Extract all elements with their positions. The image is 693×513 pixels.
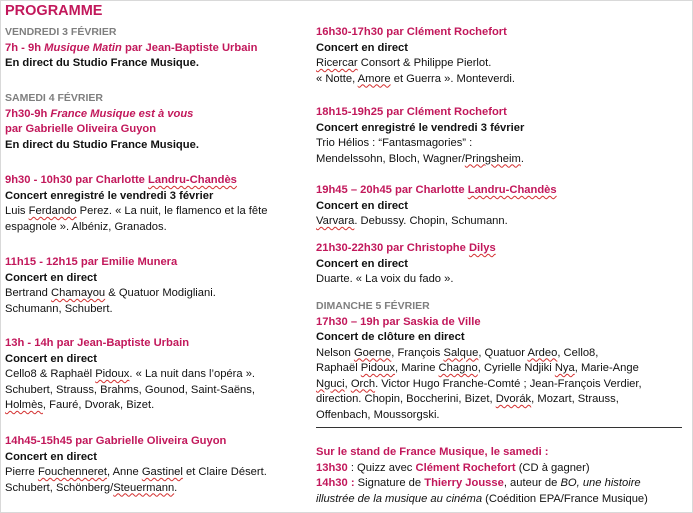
concert-details: Luis Ferdando Perez. « La nuit, le flamenco et la fête xyxy=(5,205,268,217)
slot-heading: 11h15 - 12h15 par Emilie Munera xyxy=(5,256,178,268)
concert-details: Raphaël Pidoux, Marine Chagno, Cyrielle Ndjiki Nya, Marie-Ange xyxy=(316,362,639,374)
day-heading: DIMANCHE 5 FÉVRIER xyxy=(316,300,430,312)
concert-type: Concert en direct xyxy=(5,352,98,365)
slot-heading: 16h30-17h30 par Clément Rochefort xyxy=(316,26,507,38)
concert-details: Varvara. Debussy. Chopin, Schumann. xyxy=(316,215,508,227)
concert-details: Schubert, Strauss, Brahms, Gounod, Saint-Saëns, xyxy=(5,383,255,396)
concert-details: Nguci, Orch. Victor Hugo Franche-Comté ; Jean-François Verdier, xyxy=(316,377,642,390)
slot-heading: 9h30 - 10h30 par Charlotte Landru-Chandès xyxy=(5,174,237,186)
concert-block xyxy=(316,183,690,230)
stand-block xyxy=(316,445,690,507)
slot-note: En direct du Studio France Musique. xyxy=(5,138,199,151)
concert-type: Concert enregistré le vendredi 3 février xyxy=(5,189,214,202)
concert-details: Duarte. « La voix du fado ». xyxy=(316,273,454,285)
sunday-block xyxy=(316,299,690,432)
concert-block xyxy=(5,336,305,414)
friday-block xyxy=(5,25,305,72)
stand-quiz: 13h30 : Quizz avec Clément Rochefort (CD à gagner) xyxy=(316,461,590,474)
stand-signing-cont: illustrée de la musique au cinéma (Coédition EPA/France Musique) xyxy=(316,492,648,505)
concert-type: Concert enregistré le vendredi 3 février xyxy=(316,121,525,134)
concert-block xyxy=(316,241,690,288)
concert-details: Schubert, Schönberg/Steuermann. xyxy=(5,481,178,494)
concert-type: Concert en direct xyxy=(316,199,409,212)
concert-block xyxy=(316,105,690,167)
concert-details: Schumann, Schubert. xyxy=(5,302,113,315)
slot-heading: 19h45 – 20h45 par Charlotte Landru-Chandès xyxy=(316,184,557,196)
concert-details: Trio Hélios : “Fantasmagories” : xyxy=(316,137,473,149)
saturday-block xyxy=(5,91,305,153)
concert-block xyxy=(5,434,305,496)
stand-title: Sur le stand de France Musique, le samedi : xyxy=(316,446,549,458)
slot-heading: 17h30 – 19h par Saskia de Ville xyxy=(316,315,481,328)
concert-details: Holmès, Fauré, Dvorak, Bizet. xyxy=(5,399,155,411)
concert-block xyxy=(5,173,305,235)
concert-details: Ricercar Consort & Philippe Pierlot. xyxy=(316,57,492,69)
concert-details: Offenbach, Moussorgski. xyxy=(316,408,440,421)
stand-signing: 14h30 : Signature de Thierry Jousse, auteur de BO, une histoire xyxy=(316,477,641,489)
slot-host: par Gabrielle Oliveira Guyon xyxy=(5,123,157,135)
concert-type: Concert en direct xyxy=(5,271,98,284)
concert-type: Concert de clôture en direct xyxy=(316,331,465,343)
concert-type: Concert en direct xyxy=(316,41,409,54)
day-heading: SAMEDI 4 FÉVRIER xyxy=(5,92,104,104)
slot-heading: 13h - 14h par Jean-Baptiste Urbain xyxy=(5,337,190,349)
day-heading: VENDREDI 3 FÉVRIER xyxy=(5,26,117,38)
slot-heading: 14h45-15h45 par Gabrielle Oliveira Guyon xyxy=(5,435,227,447)
concert-type: Concert en direct xyxy=(5,450,98,463)
slot-heading: 18h15-19h25 par Clément Rochefort xyxy=(316,106,507,118)
concert-details: espagnole ». Albéniz, Granados. xyxy=(5,220,167,233)
concert-details: Cello8 & Raphaël Pidoux. « La nuit dans l’opéra ». xyxy=(5,368,256,380)
concert-details: Pierre Fouchenneret, Anne Gastinel et Claire Désert. xyxy=(5,466,267,478)
slot-note: En direct du Studio France Musique. xyxy=(5,57,199,69)
slot-heading: 21h30-22h30 par Christophe Dilys xyxy=(316,242,496,254)
concert-details: Bertrand Chamayou & Quatuor Modigliani. xyxy=(5,287,216,299)
separator-line xyxy=(316,427,682,428)
slot-heading: 7h30-9h France Musique est à vous xyxy=(5,107,194,120)
concert-block xyxy=(316,25,690,87)
concert-details: « Notte, Amore et Guerra ». Monteverdi. xyxy=(316,72,515,85)
concert-details: direction. Chopin, Boccherini, Bizet, Dvorák, Mozart, Strauss, xyxy=(316,393,619,405)
concert-details: Mendelssohn, Bloch, Wagner/Pringsheim. xyxy=(316,152,524,165)
programme-title: PROGRAMME xyxy=(5,3,103,19)
concert-block xyxy=(5,255,305,317)
concert-type: Concert en direct xyxy=(316,257,409,270)
concert-details: Nelson Goerne, François Salque, Quatuor Ardeo, Cello8, xyxy=(316,346,599,359)
slot-heading: 7h - 9h Musique Matin par Jean-Baptiste Urbain xyxy=(5,41,258,54)
